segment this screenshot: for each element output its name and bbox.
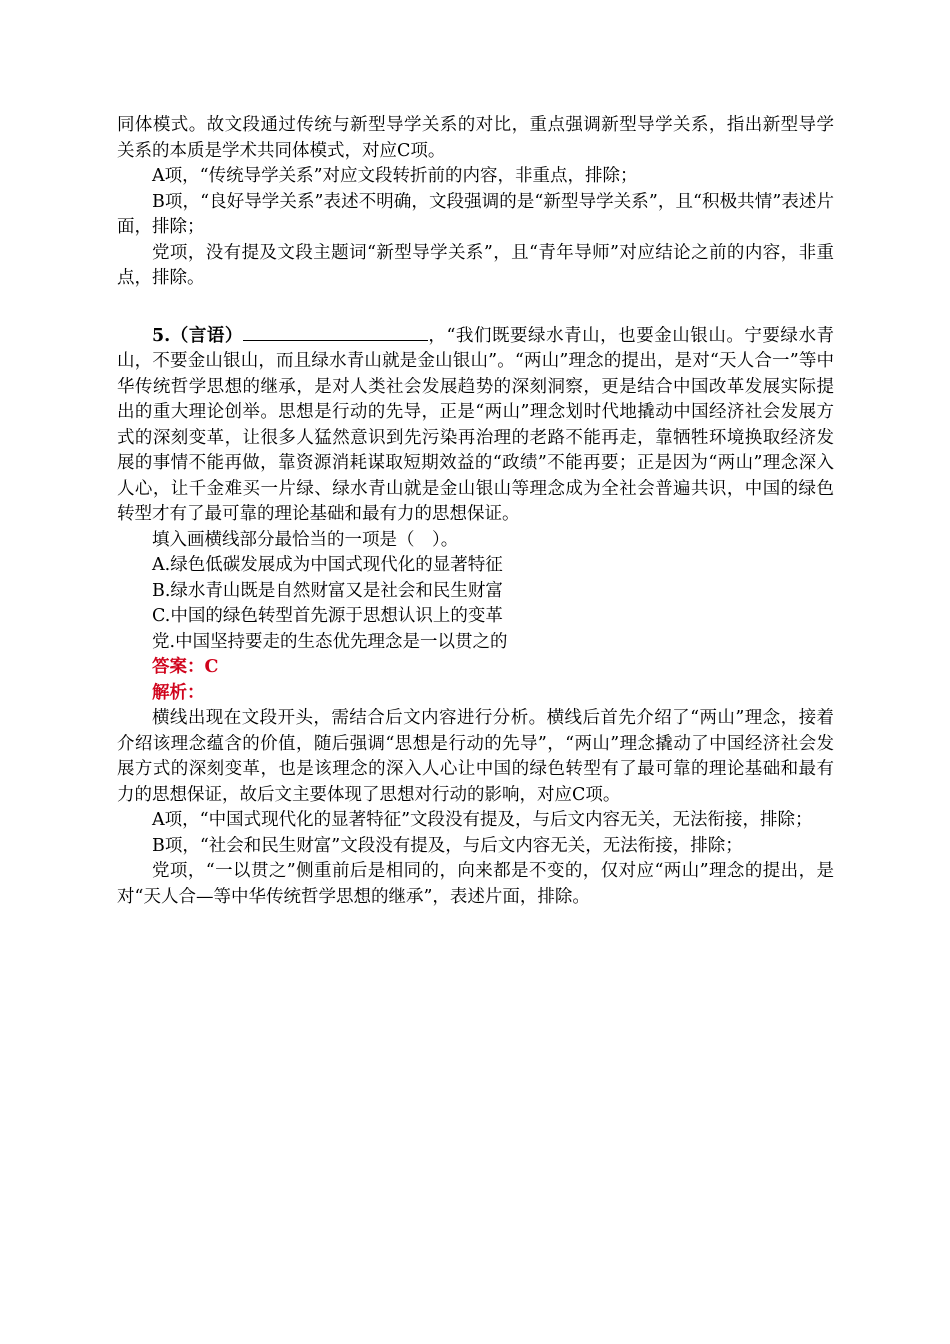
fill-in-blank-line	[243, 322, 428, 341]
analysis-option-a: A项，“中国式现代化的显著特征”文段没有提及，与后文内容无关，无法衔接，排除；	[152, 810, 813, 830]
answer-label: 答案：C	[152, 657, 219, 677]
prev-option-b-analysis: B项，“良好导学关系”表述不明确，文段强调的是“新型导学关系”，且“积极共情”表述片面，排除；	[117, 191, 834, 237]
question-passage: ，“我们既要绿水青山，也要金山银山。宁要绿水青山，不要金山银山，而且绿水青山就是金山银山”。“两山”理念的提出，是对“天人合一”等中华传统哲学思想的继承，是对人类社会发展趋势的深刻洞察，更是结合中国改革发展实际提出的重大理论创举。思想是行动的先导，正是“两山”理念划时代地撬动中国经济社会发展方式的深刻变革，让很多人猛然意识到先污染再治理的老路不能再走，靠牺牲环境换取经济发展的事情不能再做，靠资源消耗谋取短期效益的“政绩”不能再要；正是因为“两山”理念深入人心，让千金难买一片绿、绿水青山就是金山银山等理念成为全社会普遍共识，中国的绿色转型才有了最可靠的理论基础和最有力的思想保证。	[117, 325, 834, 524]
question-stem	[117, 322, 834, 528]
question-number: 5.（言语）	[152, 325, 243, 346]
document-content	[117, 113, 834, 910]
prev-option-d-analysis: 党项，没有提及文段主题词“新型导学关系”，且“青年导师”对应结论之前的内容，非重点，排除。	[117, 242, 834, 288]
option-c: C.中国的绿色转型首先源于思想认识上的变革	[152, 606, 503, 626]
section-gap	[117, 292, 834, 322]
analysis-option-b: B项，“社会和民生财富”文段没有提及，与后文内容无关，无法衔接，排除；	[152, 835, 743, 856]
question-prompt: 填入画横线部分最恰当的一项是（ ）。	[152, 529, 459, 550]
analysis-option-d: 党项，“一以贯之”侧重前后是相同的，向来都是不变的，仅对应“两山”理念的提出，是对“天人合—等中华传统哲学思想的继承”，表述片面，排除。	[117, 861, 834, 907]
option-a: A.绿色低碳发展成为中国式现代化的显著特征	[152, 555, 503, 575]
option-d: 党.中国坚持要走的生态优先理念是一以贯之的	[152, 631, 508, 652]
prev-option-a-analysis: A项，“传统导学关系”对应文段转折前的内容，非重点，排除；	[152, 166, 638, 186]
prev-analysis-paragraph: 同体模式。故文段通过传统与新型导学关系的对比，重点强调新型导学关系，指出新型导学关系的本质是学术共同体模式，对应C项。	[117, 115, 834, 161]
option-b: B.绿水青山既是自然财富又是社会和民生财富	[152, 580, 503, 601]
analysis-main: 横线出现在文段开头，需结合后文内容进行分析。横线后首先介绍了“两山”理念，接着介绍该理念蕴含的价值，随后强调“思想是行动的先导”，“两山”理念撬动了中国经济社会发展方式的深刻变革，也是该理念的深入人心让中国的绿色转型有了最可靠的理论基础和最有力的思想保证，故后文主要体现了思想对行动的影响，对应C项。	[117, 708, 834, 805]
analysis-label: 解析：	[152, 682, 205, 703]
